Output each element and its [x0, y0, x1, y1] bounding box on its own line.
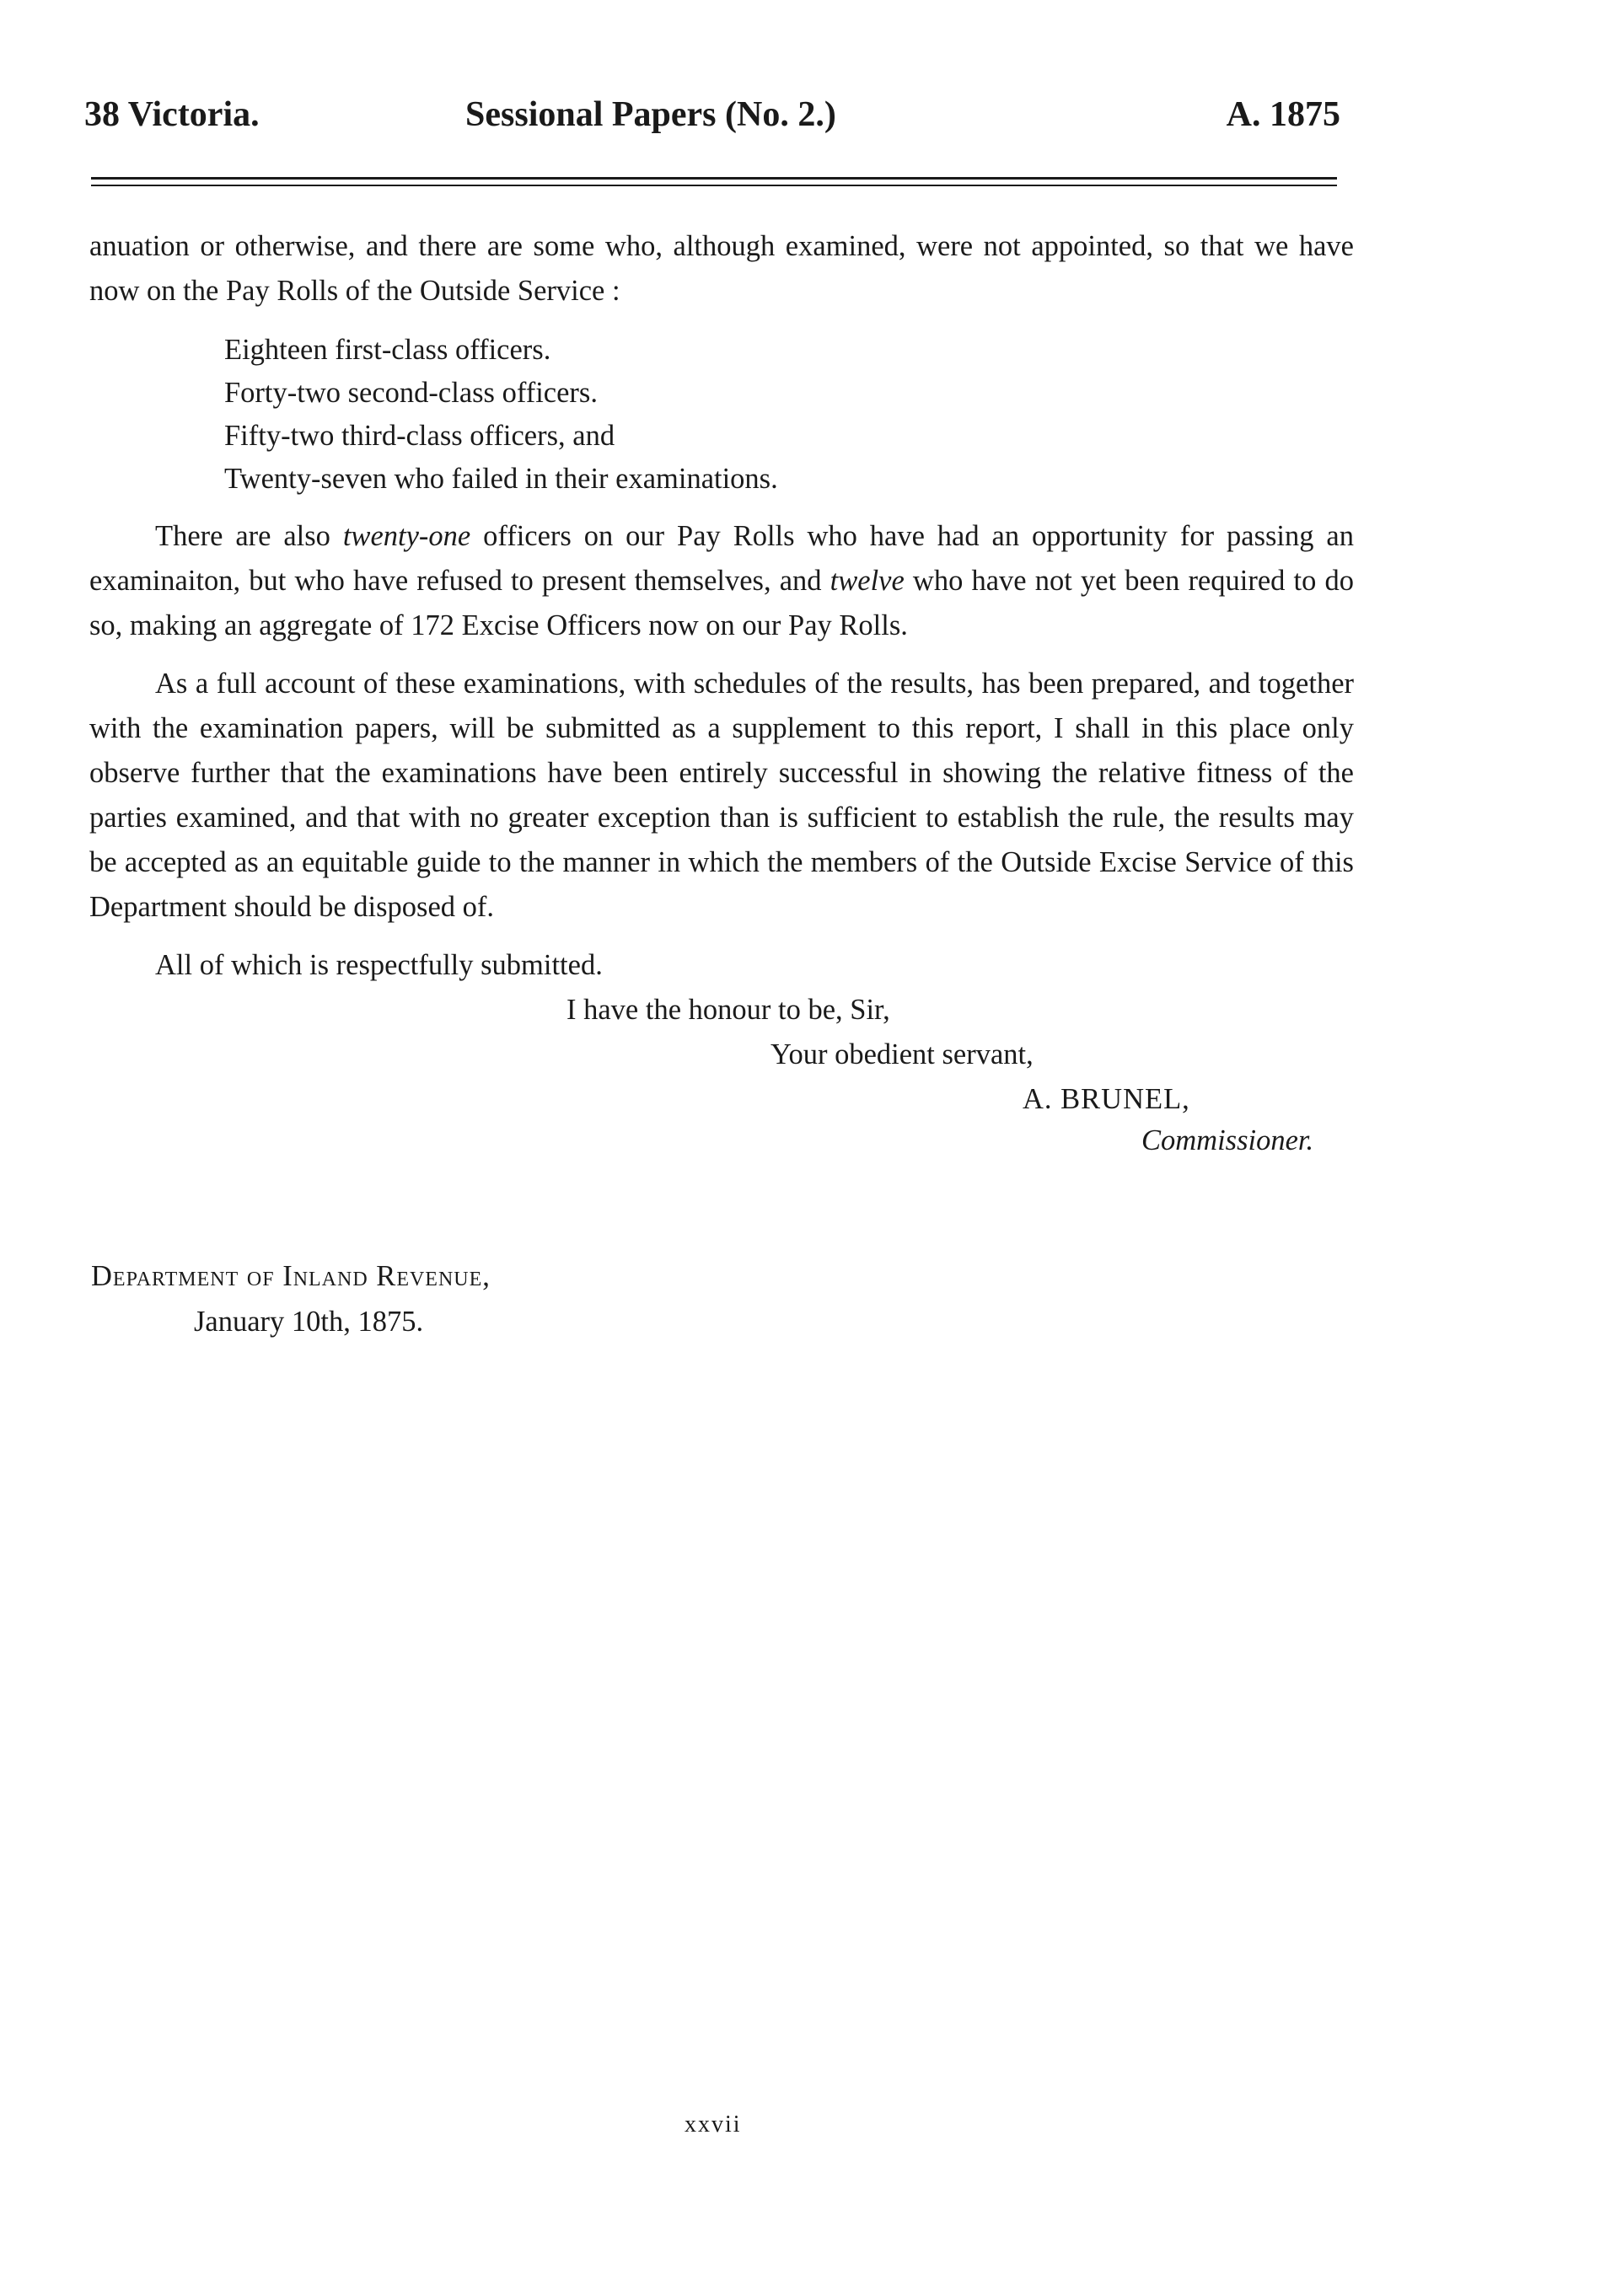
emphasis-twenty-one: twenty-one — [342, 520, 471, 552]
closing-block — [155, 943, 1354, 1159]
paragraph-examinations: As a full account of these examinations, with schedules of the results, has been prepared, and together with the examination papers, will be submitted as a supplement to this report, I shall in this place only observe further that the examinations have been entirely successful in showing the relative fitness of the parties examined, and that with no greater exception than is sufficient to establish the rule, the results may be accepted as an equitable guide to the manner in which the members of the Outside Excise Service of this Department should be disposed of. — [89, 668, 1354, 923]
list-item: Forty-two second-class officers. — [224, 377, 598, 409]
list-item: Eighteen first-class officers. — [224, 334, 551, 366]
list-item: Fifty-two third-class officers, and — [224, 420, 615, 452]
header-rule-thin — [91, 185, 1337, 186]
report-body — [89, 224, 1354, 1159]
text-run: who have not yet been required to do so, making an aggregate of 172 Excise Officers now on our Pay Rolls. — [89, 565, 1354, 641]
running-header — [84, 94, 1349, 145]
header-volume: 38 Victoria. — [84, 95, 260, 134]
paragraph-officers — [89, 514, 1354, 648]
signer-name: A. BRUNEL, — [1023, 1083, 1190, 1115]
header-title: Sessional Papers (No. 2.) — [465, 95, 836, 134]
header-rule-thick — [91, 177, 1337, 180]
page-number: xxvii — [685, 2111, 742, 2138]
submitted-line: All of which is respectfully submitted. — [155, 949, 603, 981]
servant-line: Your obedient servant, — [770, 1038, 1034, 1070]
header-year: A. 1875 — [1226, 95, 1340, 134]
department-block — [91, 1253, 491, 1344]
signer-role: Commissioner. — [1141, 1124, 1314, 1156]
department-name: Department of Inland Revenue, — [91, 1260, 491, 1292]
paragraph-continuation: anuation or otherwise, and there are some who, although examined, were not appointed, so that we have now on the Pay Rolls of the Outside Service : — [89, 230, 1354, 307]
emphasis-twelve: twelve — [830, 565, 905, 597]
department-date: January 10th, 1875. — [194, 1306, 424, 1338]
officer-list — [224, 329, 1354, 501]
text-run: officers on our Pay Rolls who have had an opportunity for passing an examinaiton, but who have refused to present themselves, and — [89, 520, 1354, 597]
text-run: There are also — [155, 520, 343, 552]
honour-line: I have the honour to be, Sir, — [566, 994, 890, 1026]
list-item: Twenty-seven who failed in their examinations. — [224, 463, 778, 495]
